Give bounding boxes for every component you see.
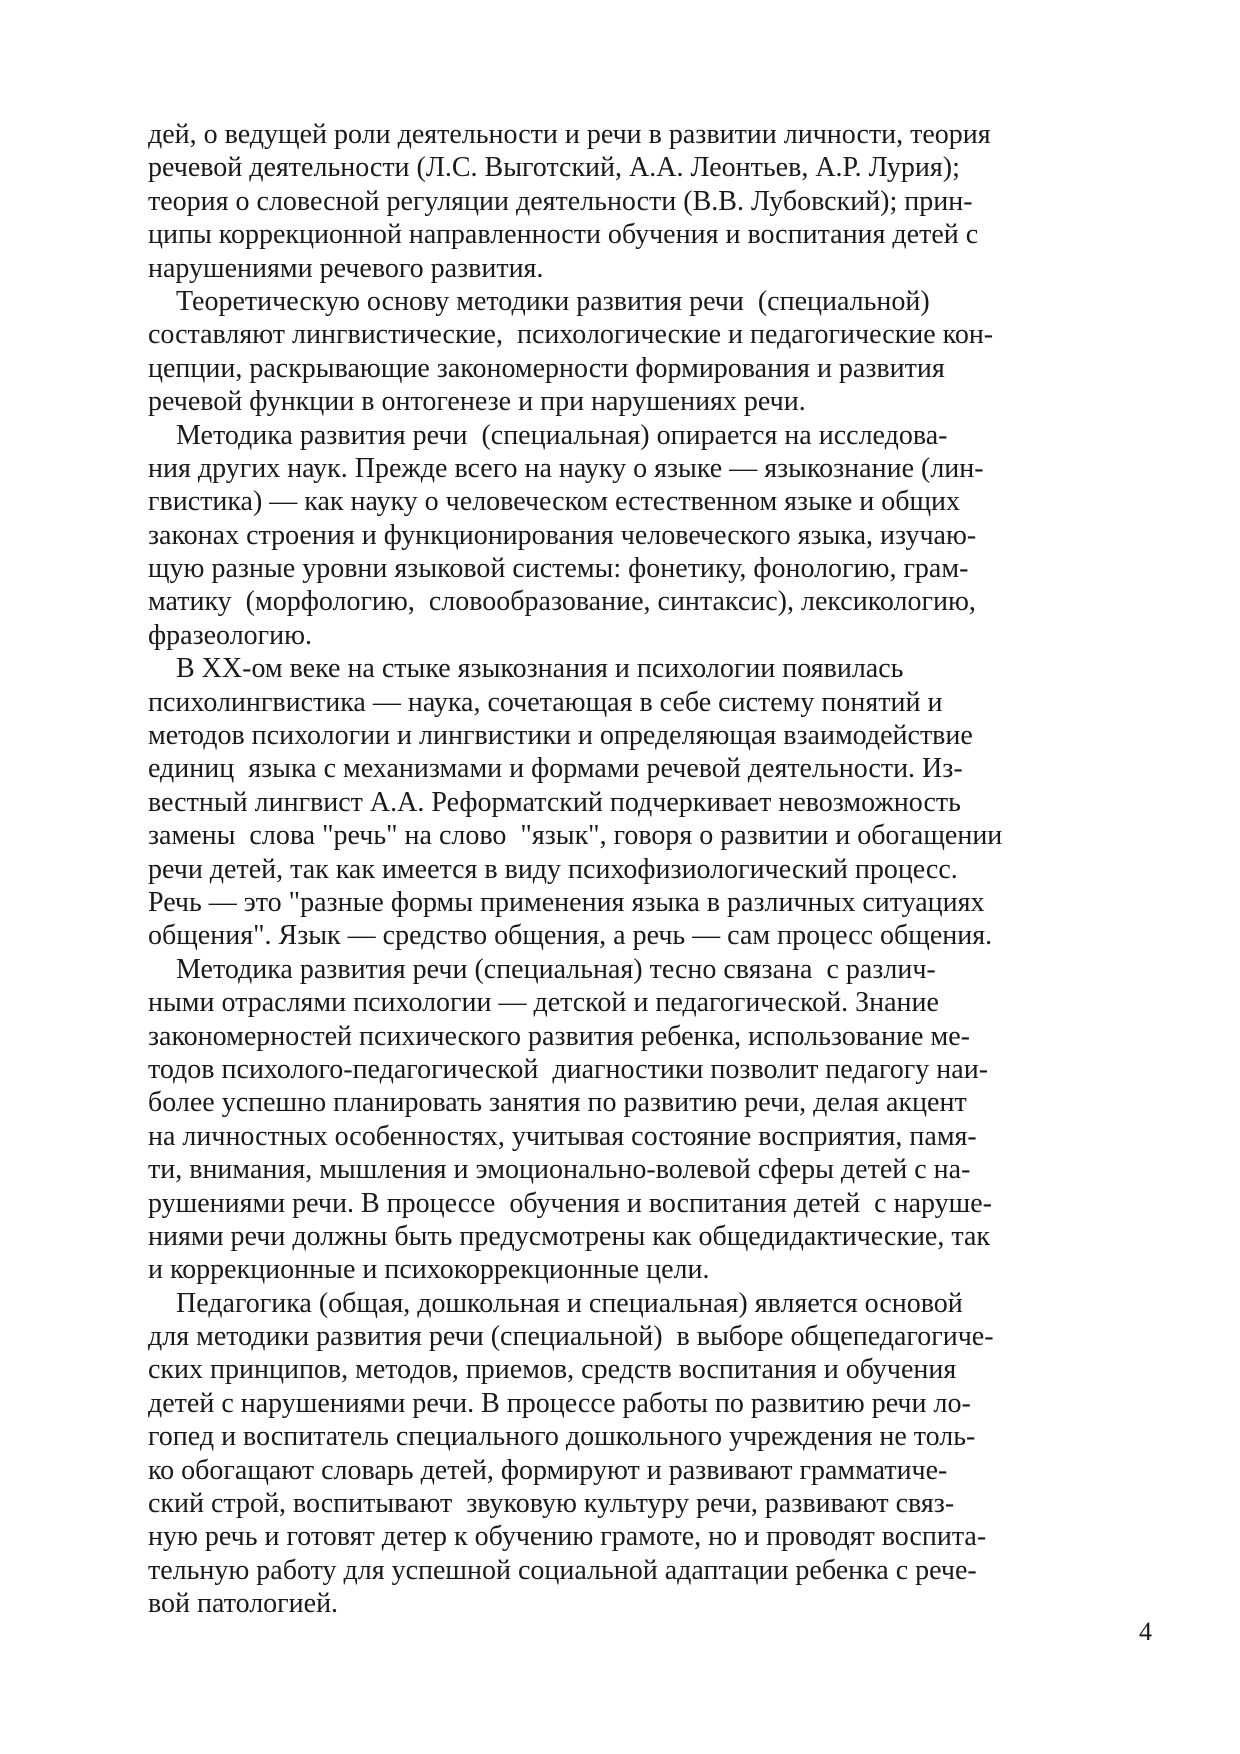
text-line: на личностных особенностях, учитывая состояние восприятия, памя- — [148, 1120, 977, 1152]
text-line: матику (морфологию, словообразование, синтаксис), лексикологию, — [148, 586, 976, 618]
text-line: и коррекционные и психокоррекционные цели. — [148, 1254, 710, 1286]
text-line: закономерностей психического развития ребенка, использование ме- — [148, 1020, 970, 1052]
text-line: речевой функции в онтогенезе и при нарушениях речи. — [148, 386, 806, 418]
text-line: Речь — это "разные формы применения языка в различных ситуациях — [148, 886, 985, 918]
paragraph-first-line: Теоретическую основу методики развития речи (специальной) — [176, 285, 930, 317]
text-line: более успешно планировать занятия по развитию речи, делая акцент — [148, 1087, 967, 1119]
text-line: тельную работу для успешной социальной адаптации ребенка с рече- — [148, 1554, 977, 1586]
text-line: рушениями речи. В процессе обучения и воспитания детей с наруше- — [148, 1187, 992, 1219]
text-line: ными отраслями психологии — детской и педагогической. Знание — [148, 987, 939, 1019]
text-line: замены слова "речь" на слово "язык", говоря о развитии и обогащении — [148, 820, 1003, 852]
text-line: вестный лингвист А.А. Реформатский подчеркивает невозможность — [148, 786, 961, 818]
page-number: 4 — [1139, 1617, 1152, 1646]
paragraph-first-line: Методика развития речи (специальная) тесно связана с различ- — [176, 953, 936, 985]
paragraph-first-line: Педагогика (общая, дошкольная и специальная) является основой — [176, 1287, 963, 1319]
text-line: теория о словесной регуляции деятельности (В.В. Лубовский); прин- — [148, 185, 973, 217]
text-line: ния других наук. Прежде всего на науку о языке — языкознание (лин- — [148, 452, 984, 484]
text-line: для методики развития речи (специальной) в выборе общепедагогиче- — [148, 1321, 994, 1353]
text-line: общения". Язык — средство общения, а речь — сам процесс общения. — [148, 920, 993, 952]
text-line: единиц языка с механизмами и формами речевой деятельности. Из- — [148, 753, 963, 785]
paragraph-first-line: Методика развития речи (специальная) опирается на исследова- — [176, 419, 948, 451]
text-line: ский строй, воспитывают звуковую культуру речи, развивают связ- — [148, 1488, 955, 1520]
text-line: цепции, раскрывающие закономерности формирования и развития — [148, 352, 945, 384]
text-line: фразеологию. — [148, 619, 313, 651]
text-line: ских принципов, методов, приемов, средств воспитания и обучения — [148, 1354, 957, 1386]
text-line: детей с нарушениями речи. В процессе работы по развитию речи ло- — [148, 1387, 971, 1419]
text-line: тодов психолого-педагогической диагностики позволит педагогу наи- — [148, 1053, 989, 1085]
text-line: вой патологией. — [148, 1588, 339, 1620]
text-line: составляют лингвистические, психологические и педагогические кон- — [148, 319, 994, 351]
text-line: ципы коррекционной направленности обучения и воспитания детей с — [148, 219, 979, 251]
text-line: нарушениями речевого развития. — [148, 252, 544, 284]
text-line: речи детей, так как имеется в виду психофизиологический процесс. — [148, 853, 958, 885]
paragraph-first-line: В XX-ом веке на стыке языкознания и психологии появилась — [176, 653, 904, 685]
text-line: гвистика) — как науку о человеческом естественном языке и общих — [148, 486, 961, 518]
body-text — [148, 118, 1018, 1621]
text-line: законах строения и функционирования человеческого языка, изучаю- — [148, 519, 977, 551]
text-line: ко обогащают словарь детей, формируют и развивают грамматиче- — [148, 1454, 948, 1486]
text-line: ную речь и готовят детер к обучению грамоте, но и проводят воспита- — [148, 1521, 987, 1553]
text-line: речевой деятельности (Л.С. Выготский, А.А. Леонтьев, А.Р. Лурия); — [148, 152, 960, 184]
text-line: щую разные уровни языковой системы: фонетику, фонологию, грам- — [148, 553, 969, 585]
text-line: гопед и воспитатель специального дошкольного учреждения не толь- — [148, 1421, 976, 1453]
text-line: дей, о ведущей роли деятельности и речи в развитии личности, теория — [148, 119, 991, 150]
text-line: ти, внимания, мышления и эмоционально-волевой сферы детей с на- — [148, 1154, 971, 1186]
text-line: ниями речи должны быть предусмотрены как общедидактические, так — [148, 1220, 990, 1252]
text-line: психолингвистика — наука, сочетающая в себе систему понятий и — [148, 686, 943, 718]
text-line: методов психологии и лингвистики и определяющая взаимодействие — [148, 720, 973, 752]
